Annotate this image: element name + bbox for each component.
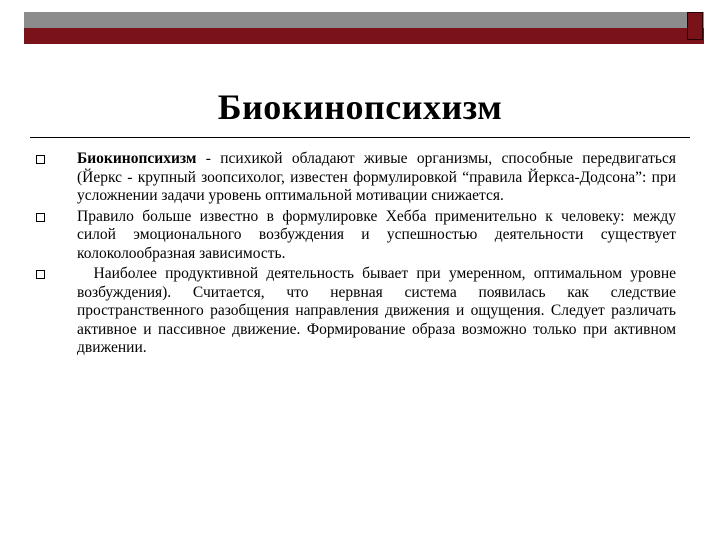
bullet-body: - психикой обладают живые организмы, способные передвигаться (Йеркс - крупный зоопсихолог, известен формулировкой “правила Йеркса-Додсона”: при усложнении задачи уровень оптимальной мотивации снижается. [77, 150, 676, 204]
bullet-item [36, 265, 680, 358]
bullet-item [36, 150, 676, 206]
slide-body [36, 150, 680, 360]
bullet-text [77, 150, 676, 206]
top-decor-bar-red [24, 28, 704, 44]
title-divider [30, 137, 690, 138]
bullet-body: Наиболее продуктивной деятельность бывает при умеренном, оптимальном уровне возбуждения). Считается, что нервная система появилась как следствие пространственного разобщения направления движения и ощущения. Следует различать активное и пассивное движение. Формирование образа возможно только при активном движении. [77, 265, 680, 356]
bullet-term: Биокинопсихизм [77, 150, 197, 167]
square-bullet-icon [36, 155, 45, 164]
bullet-text [77, 265, 680, 358]
top-decor-box [687, 12, 703, 40]
slide-title: Биокинопсихизм [217, 87, 503, 127]
square-bullet-icon [36, 213, 45, 222]
top-decor-bar-gray [24, 12, 704, 28]
square-bullet-icon [36, 270, 45, 279]
bullet-body: Правило больше известно в формулировке Хебба применительно к человеку: между силой эмоционального возбуждения и успешностью деятельности существует колоколообразная зависимость. [77, 207, 676, 262]
bullet-item [36, 208, 676, 264]
bullet-text [77, 208, 676, 264]
